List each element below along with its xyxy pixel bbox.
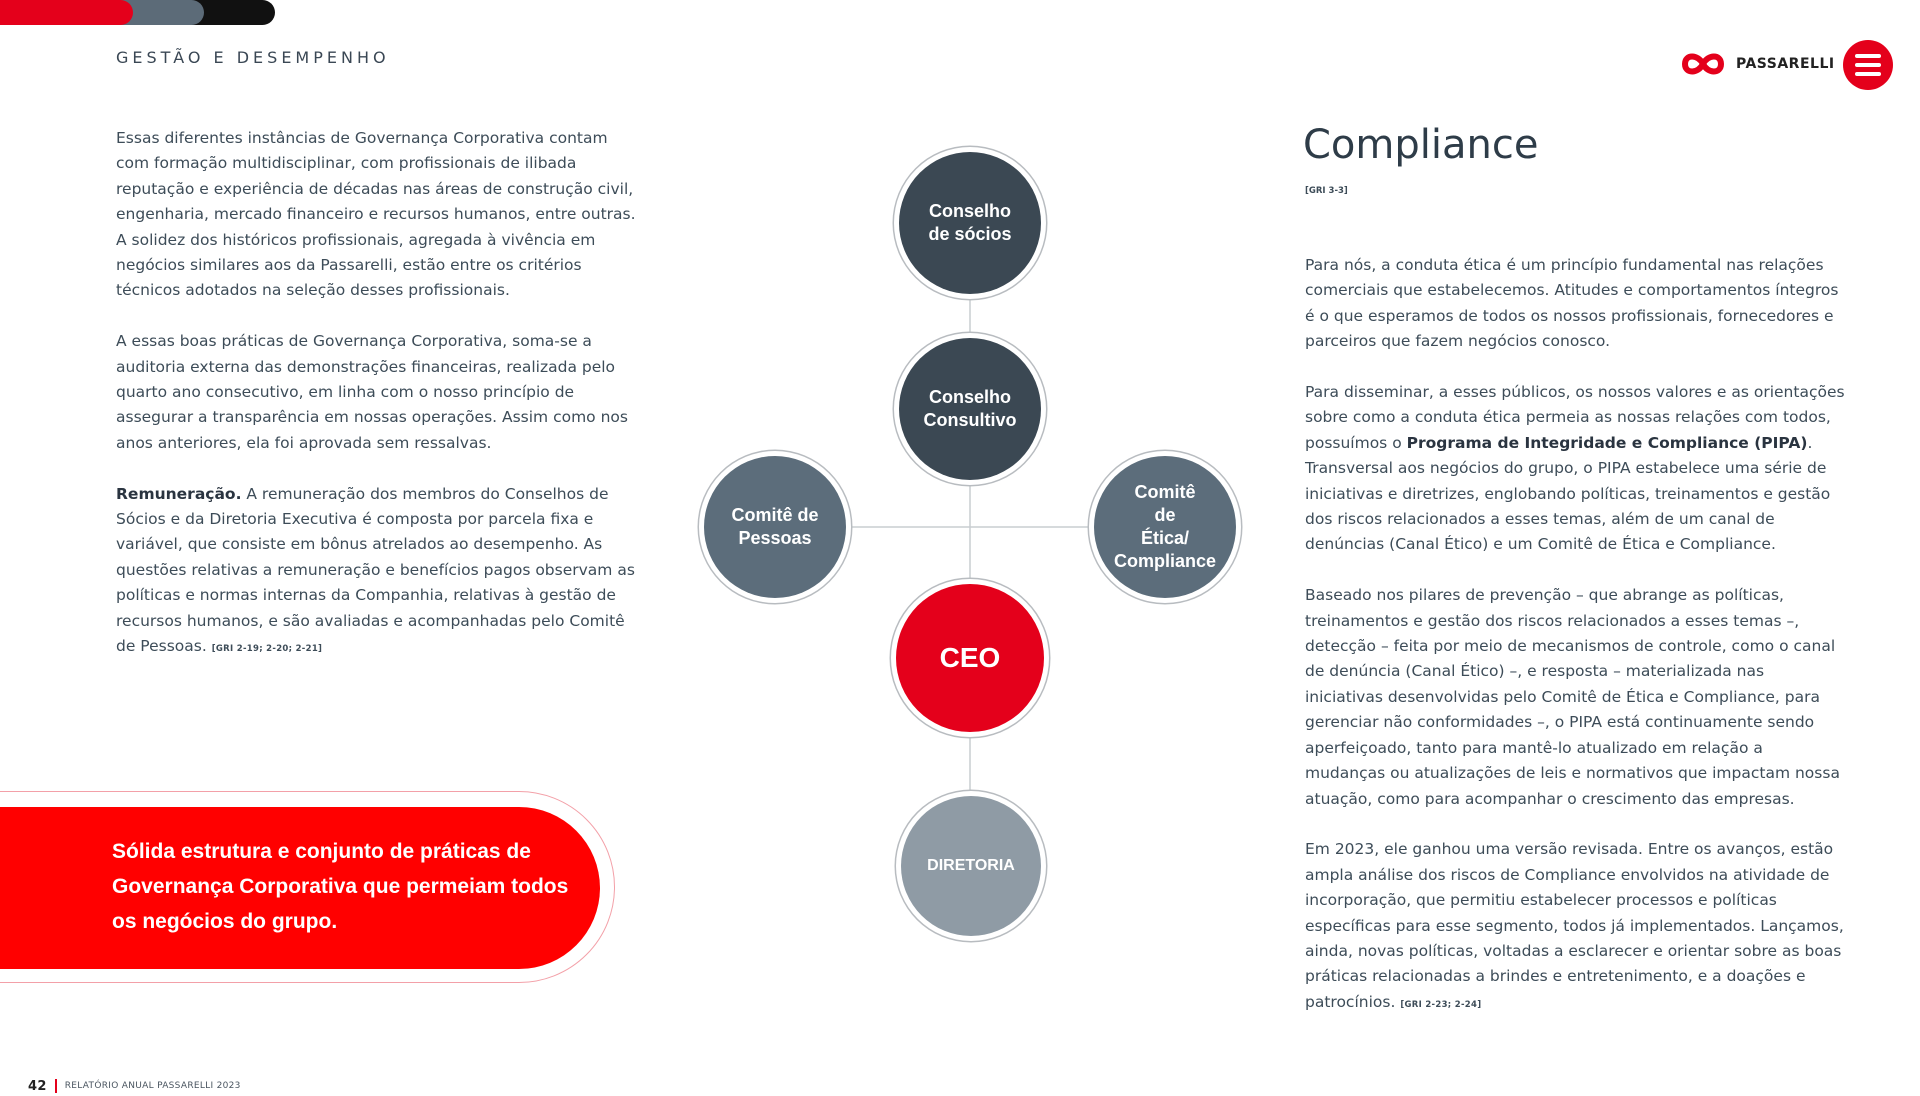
node-label-line: de (1154, 505, 1176, 525)
report-name: RELATÓRIO ANUAL PASSARELLI 2023 (64, 1081, 241, 1091)
node-comite-de-pessoas (704, 456, 846, 598)
page-footer (28, 1078, 241, 1094)
revisao-2023: Em 2023, ele ganhou uma versão revisada. Entre os avanços, estão ampla análise dos riscos de Compliance envolvidos na atividade de incorporação, que permitiu estabelecer processos e políticas específicas para esse segmento, todos já implementados. Lançamos, ainda, novas políticas, voltadas a esclarecer e orientar sobre as boas práticas relacionadas a brindes e entretenimento, e a doações e patrocínios. (1305, 840, 1844, 1011)
node-ceo: CEO (896, 584, 1044, 732)
paragraph-conduta-etica: Para nós, a conduta ética é um princípio fundamental nas relações comerciais que estabelecemos. Atitudes e comportamentos íntegros é o que esperamos de todos os nossos profissionais, fornecedores e parceiros que fazem negócios conosco. (1305, 256, 1839, 351)
node-comite-etica-compliance (1094, 456, 1236, 598)
highlight-quote: Sólida estrutura e conjunto de práticas de Governança Corporativa que permeiam todos os negócios do grupo. (112, 840, 569, 933)
paragraph-instancias: Essas diferentes instâncias de Governança Corporativa contam com formação multidisciplinar, com profissionais de ilibada reputação e experiência de décadas nas áreas de construção civil, engenharia, mercado financeiro e recursos humanos, entre outras. A solidez dos históricos profissionais, agregada à vivência em negócios similares aos da Passarelli, estão entre os critérios técnicos adotados na seleção desses profissionais. (116, 129, 636, 300)
compliance-heading: Compliance (1303, 122, 1539, 168)
node-label-line: Compliance (1113, 551, 1217, 571)
node-label-line: Ética/ (1140, 528, 1190, 548)
pipa-program-name: Programa de Integridade e Compliance (PIPA) (1406, 433, 1808, 452)
node-label-line: Pessoas (738, 528, 812, 548)
paragraph-remuneracao (116, 482, 641, 663)
paragraph-2023 (1305, 837, 1845, 1018)
node-label-line: Comitê de (731, 505, 819, 525)
section-title: GESTÃO E DESEMPENHO (116, 48, 390, 67)
logo-text: PASSARELLI (1736, 56, 1835, 72)
node-conselho-de-socios (899, 152, 1041, 294)
page-number: 42 (28, 1078, 47, 1094)
paragraph-pipa (1305, 380, 1845, 558)
pipa-description: . Transversal aos negócios do grupo, o PIPA estabelece uma série de iniciativas e diretrizes, englobando políticas, treinamentos e gestão dos riscos relacionados a esses temas, além de um canal de denúncias (Canal Ético) e um Comitê de Ética e Compliance. (1305, 433, 1831, 554)
pipa-intro: Para disseminar, a esses públicos, os nossos valores e as orientações sobre como a conduta ética permeia as nossas relações com todos, possuímos o (1305, 383, 1845, 452)
node-label-line: Conselho (928, 387, 1011, 407)
hamburger-icon-line (1855, 63, 1881, 67)
paragraph-auditoria: A essas boas práticas de Governança Corporativa, soma-se a auditoria externa das demonstrações financeiras, realizada pelo quarto ano consecutivo, em linha com o nosso princípio de assegurar a transparência em nossas operações. Assim como nos anos anteriores, ela foi aprovada sem ressalvas. (116, 332, 628, 452)
governance-org-chart (690, 140, 1260, 940)
compliance-text-column (1305, 253, 1845, 1044)
node-label-line: Comitê (1134, 482, 1196, 502)
node-label-line: Conselho (928, 201, 1011, 221)
remuneracao-body: A remuneração dos membros do Conselhos de Sócios e da Diretoria Executiva é composta por parcela fixa e variável, que consiste em bônus atrelados ao desempenho. As questões relativas a remuneração e benefícios pagos observam as políticas e normas internas da Companhia, relativas à gestão de recursos humanos, e são avaliadas e acompanhadas pelo Comitê de Pessoas. (116, 484, 635, 656)
compliance-gri-reference: [GRI 3-3] (1305, 186, 1348, 196)
passarelli-logo[interactable] (1680, 46, 1835, 82)
passarelli-logo-icon (1680, 46, 1726, 82)
node-conselho-consultivo (899, 338, 1041, 480)
node-label-line: Consultivo (923, 410, 1017, 430)
paragraph-pilares: Baseado nos pilares de prevenção – que abrange as políticas, treinamentos e gestão dos riscos relacionados a esses temas –, detecção – feita por meio de mecanismos de controle, como o canal de denúncia (Canal Ético) –, e resposta – materializada nas iniciativas desenvolvidas pelo Comitê de Ética e Compliance, para gerenciar não conformidades –, o PIPA está continuamente sendo aperfeiçoado, tanto para mantê-lo atualizado em relação a mudanças ou atualizações de leis e normativos que impactam nossa atuação, como para acompanhar o crescimento das empresas. (1305, 586, 1840, 808)
node-diretoria: DIRETORIA (901, 796, 1041, 936)
gri-reference: [GRI 2-23; 2-24] (1400, 999, 1482, 1010)
governance-text-column (116, 126, 641, 688)
menu-button[interactable] (1843, 40, 1893, 90)
bar-red (0, 0, 133, 25)
footer-divider (55, 1079, 57, 1093)
hamburger-icon-line (1855, 72, 1881, 76)
hamburger-icon (1855, 54, 1881, 58)
remuneracao-lead: Remuneração. (116, 484, 242, 503)
node-label-line: de sócios (928, 224, 1012, 244)
gri-reference: [GRI 2-19; 2-20; 2-21] (211, 644, 323, 655)
